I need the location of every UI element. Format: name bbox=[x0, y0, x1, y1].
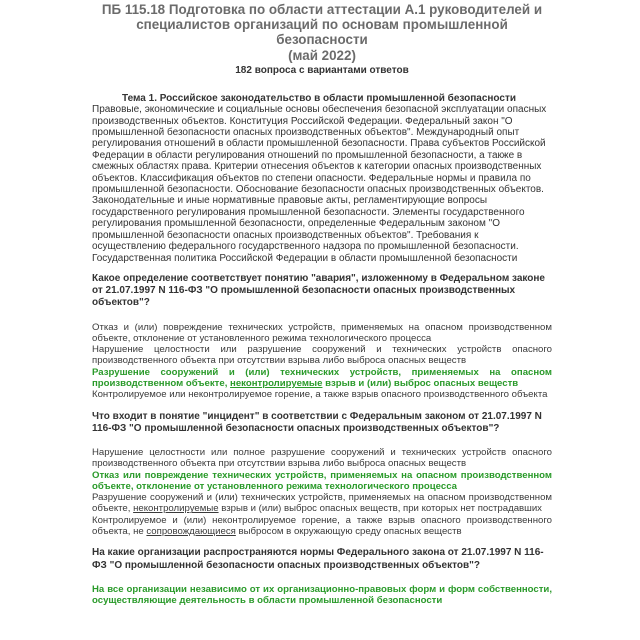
answer-text-tail: взрыв и (или) выброс опасных веществ, при которых нет пострадавших bbox=[218, 503, 542, 515]
title-line-2: специалистов организаций по основам промышленной безопасности bbox=[136, 17, 508, 48]
answer-1-4[interactable] bbox=[92, 389, 552, 400]
answer-2-1[interactable] bbox=[92, 447, 552, 470]
answer-text: Разрушение сооружений и (или) технических устройств, применяемых на опасном производственном объекте, bbox=[92, 492, 552, 515]
topic-heading: Тема 1. Российское законодательство в области промышленной безопасности bbox=[122, 92, 516, 104]
answer-underlined-text: сопровождающиеся bbox=[146, 526, 236, 538]
answer-text: На все организации независимо от их организационно-правовых форм и форм собственности, осуществляющие деятельность в области промышленной безопасности bbox=[92, 583, 552, 607]
answer-text: Отказ или повреждение технических устройств, применяемых на опасном производственном объекте, отклонение от установленного режима технологического процесса bbox=[92, 469, 552, 492]
answer-text: Контролируемое или неконтролируемое горение, а также взрыв опасного производственного объекта bbox=[92, 389, 548, 401]
answer-2-2-correct[interactable] bbox=[92, 470, 552, 493]
answer-text: Разрушение сооружений и (или) технических устройств, применяемых на опасном производственном объекте, bbox=[92, 366, 552, 389]
answer-2-3[interactable] bbox=[92, 492, 552, 515]
answer-text: Нарушение целостности или разрушение сооружений и технических устройств опасного производственного объекта при отсутствии взрыва либо выброса опасных веществ bbox=[92, 344, 552, 367]
answer-underlined-text: неконтролируемые bbox=[133, 503, 219, 515]
title-line-1: ПБ 115.18 Подготовка по области аттестации А.1 руководителей и bbox=[101, 2, 543, 17]
answers-2 bbox=[92, 447, 552, 537]
answer-text-tail: выбросом в окружающую среду опасных веществ bbox=[235, 526, 462, 538]
answer-text-tail: взрыв и (или) выброс опасных веществ bbox=[322, 378, 519, 389]
question-1: Какое определение соответствует понятию "авария", изложенному в Федеральном законе от 21.07.1997 N 116-ФЗ "О промышленной безопасности опасных производственных объектов"? bbox=[92, 272, 545, 309]
document-page bbox=[92, 2, 552, 606]
answer-3-1-correct[interactable] bbox=[92, 584, 552, 607]
answer-underlined-text: неконтролируемые bbox=[230, 378, 323, 389]
answer-text: Контролируемое и (или) неконтролируемое горение, а также взрыв опасного производственного объекта, не bbox=[92, 514, 552, 538]
topic-body: Правовые, экономические и социальные основы обеспечения безопасной эксплуатации опасных производственных объектов. Конституция Российской Федерации. Федеральный закон "О промышленной безопасности опасных производственных объектов". Международный опыт регулирования отношений в области промышленной безопасности. Права субъектов Российской Федерации в области регулирования отношений по промышленной безопасности, а также в смежных областях права. Критерии отнесения объектов к категории опасных производственных объектов. Классификация объектов по степени опасности. Федеральные нормы и правила по промышленной безопасности. Обоснование безопасности опасных производственных объектов. Законодательные и иные нормативные правовые акты, регламентирующие вопросы государственного регулирования промышленной безопасности. Элементы государственного регулирования промышленной безопасности, определенные Федеральным законом "О промышленной безопасности опасных производственных объектов". Требования к осуществлению федерального государственного надзора по промышленной безопасности. Государственная политика Российской Федерации в области промышленной безопасности bbox=[92, 104, 547, 264]
answer-2-4[interactable] bbox=[92, 515, 552, 538]
question-2: Что входит в понятие "инцидент" в соответствии с Федеральным законом от 21.07.1997 N 116-ФЗ "О промышленной безопасности опасных производственных объектов"? bbox=[92, 410, 542, 434]
answer-text: Отказ и (или) повреждение технических устройств, применяемых на опасном производственном объекте, отклонение от установленного режима технологического процесса bbox=[92, 321, 552, 344]
answer-text: Нарушение целостности или полное разрушение сооружений и технических устройств опасного производственного объекта при отсутствии взрыва либо выброса опасных веществ bbox=[92, 447, 552, 470]
answers-1 bbox=[92, 322, 552, 401]
answer-1-1[interactable] bbox=[92, 322, 552, 345]
document-subtitle: 182 вопроса с вариантами ответов bbox=[235, 64, 409, 76]
document-title bbox=[92, 2, 552, 63]
question-3: На какие организации распространяются нормы Федерального закона от 21.07.1997 N 116-ФЗ "О промышленной безопасности опасных производственных объектов"? bbox=[92, 547, 544, 571]
title-line-3: (май 2022) bbox=[288, 47, 356, 63]
answer-1-3-correct[interactable] bbox=[92, 367, 552, 390]
answer-1-2[interactable] bbox=[92, 344, 552, 367]
answers-3 bbox=[92, 584, 552, 607]
